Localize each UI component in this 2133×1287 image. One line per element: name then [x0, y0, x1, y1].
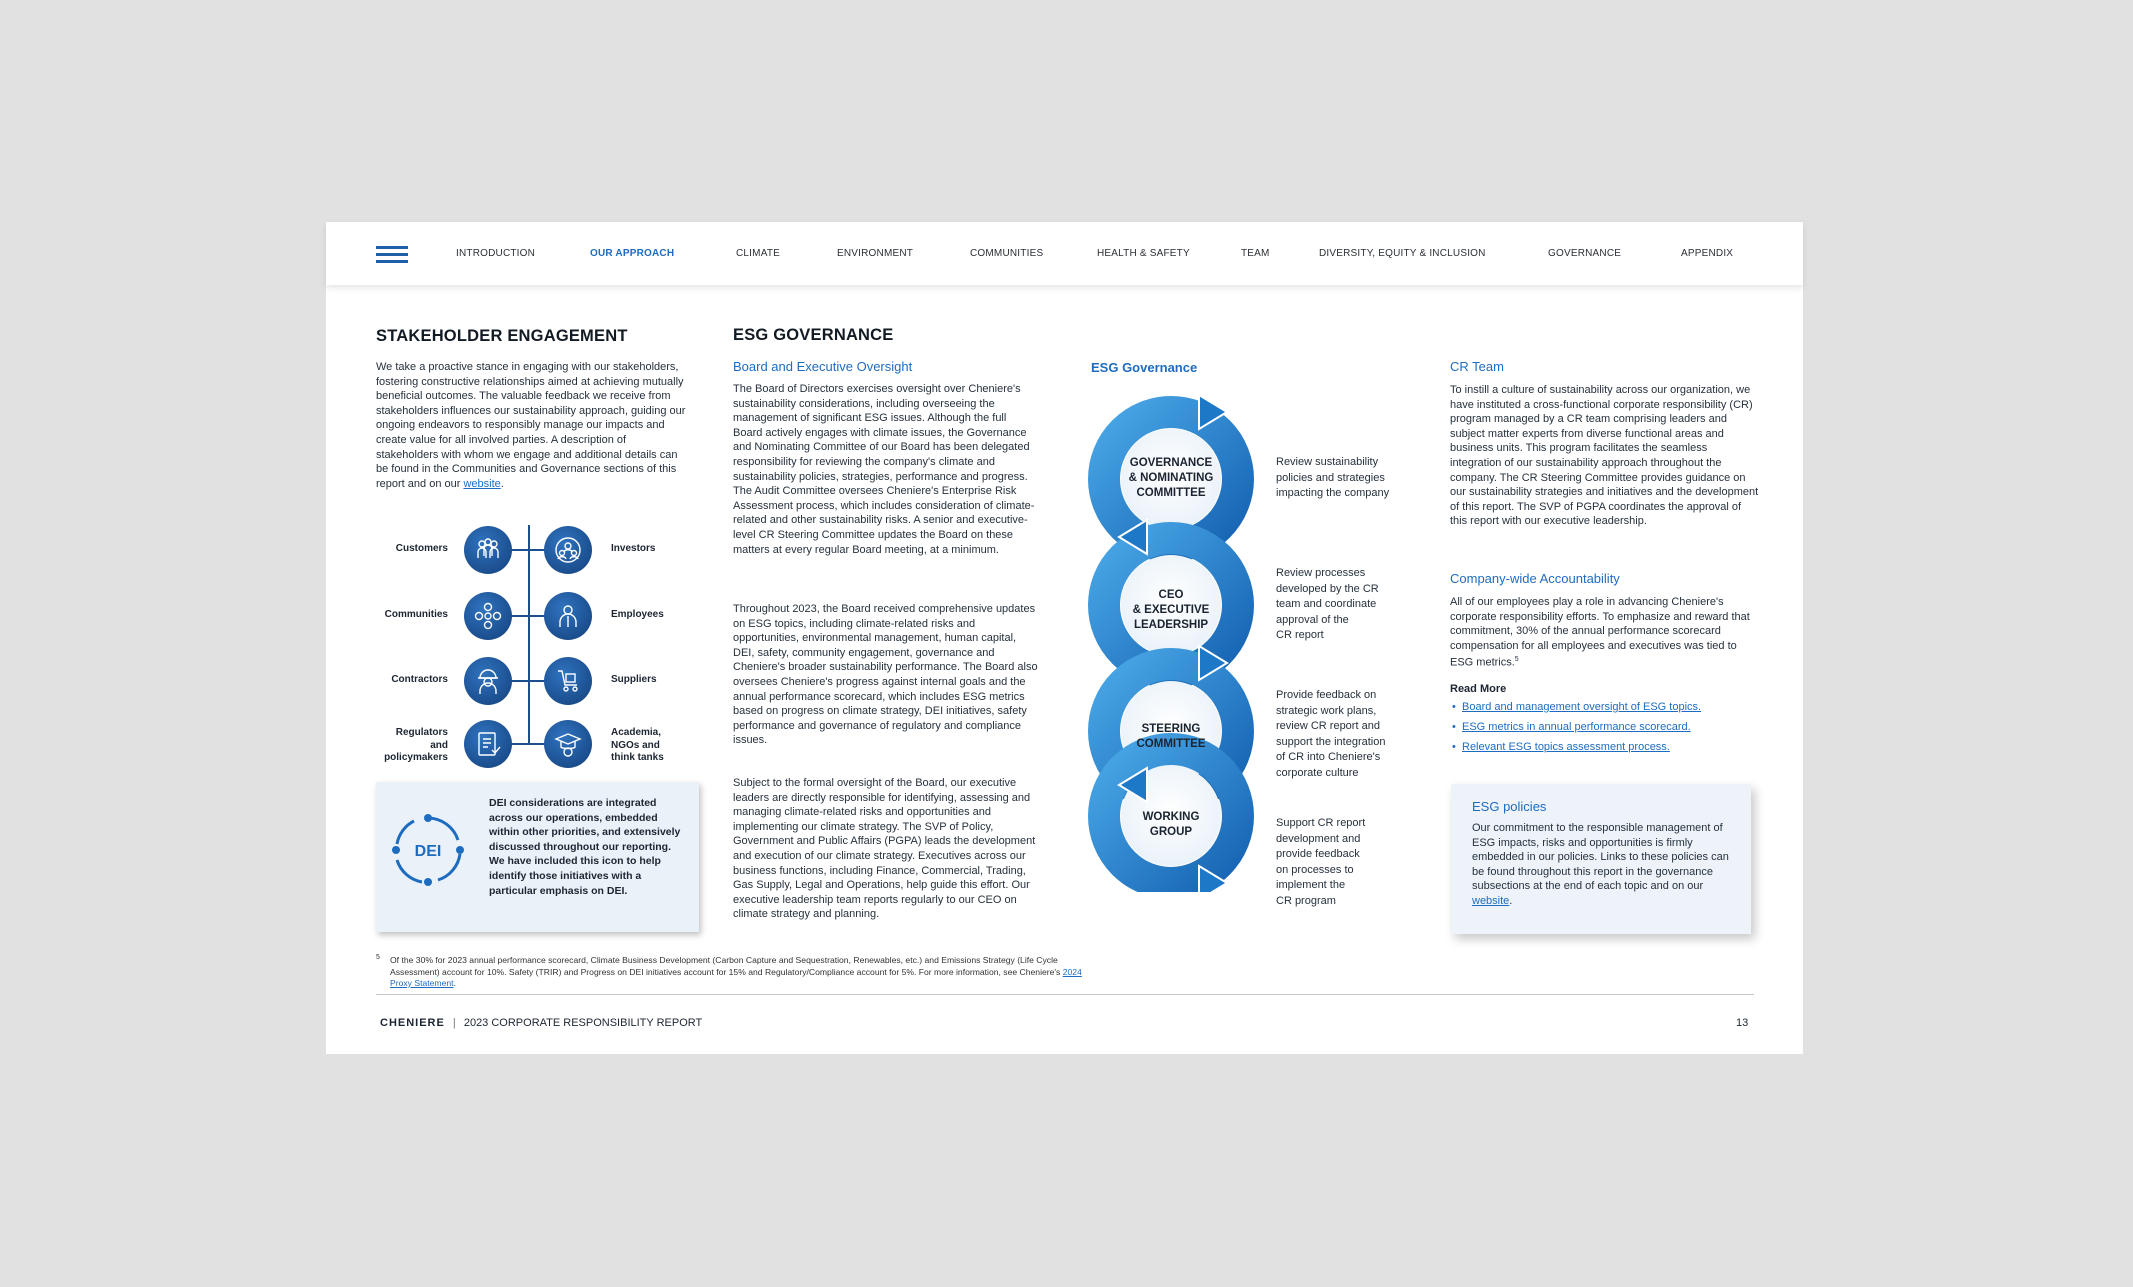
stakeholder-label-investors: Investors: [611, 543, 656, 554]
desc-line: on processes to: [1276, 863, 1354, 876]
loop-4-label-line: WORKING: [1142, 811, 1200, 823]
footer-divider: [376, 994, 1754, 995]
dei-callout: [376, 782, 699, 932]
desc-line: team and coordinate: [1276, 598, 1377, 610]
regulators-line: policymakers: [384, 752, 448, 763]
stakeholder-label-academia: [611, 727, 664, 765]
desc-line: of CR into Cheniere's: [1276, 751, 1381, 763]
stakeholder-label-suppliers: Suppliers: [611, 674, 657, 685]
desc-line: support the integration: [1276, 735, 1386, 748]
esg-policies-text: Our commitment to the responsible management of ESG impacts, risks and opportunities is firmly embedded in our policies. Links to these policies can be found throughout this report in the governance subsections at the end of each topic and on our: [1472, 822, 1729, 893]
footnote-text: Of the 30% for 2023 annual performance scorecard, Climate Business Development (Carbon Capture and Sequestration, Renewables, etc.) and Emissions Strategy (Life Cycle Assessment) account for 10%. Safety (TRIR) and Progress on DEI initiatives account for 15% and Regulatory/Compliance account for 5%. For more information, see Cheniere's: [390, 955, 1061, 977]
esg-policies-heading: ESG policies: [1472, 799, 1547, 814]
regulators-icon: [464, 720, 512, 768]
regulators-line: and: [430, 739, 448, 751]
policies-website-link[interactable]: website: [1472, 894, 1510, 907]
esg-governance-title: ESG GOVERNANCE: [733, 326, 894, 344]
desc-line: impacting the company: [1276, 487, 1390, 499]
customers-icon: [464, 526, 512, 574]
academia-line: NGOs and: [611, 739, 660, 751]
dei-icon-label: DEI: [414, 843, 442, 860]
nav-introduction[interactable]: INTRODUCTION: [456, 248, 536, 259]
loop-3-label-line: COMMITTEE: [1136, 738, 1206, 750]
cr-team-heading: CR Team: [1450, 359, 1504, 374]
esg-policies-callout: [1451, 784, 1751, 934]
stakeholder-label-regulators: [376, 727, 448, 765]
stakeholder-body: We take a proactive stance in engaging with our stakeholders, fostering constructive relationships aimed at achieving mutually beneficial outcomes. The valuable feedback we receive from stakeholders influences our sustainability approach, guiding our ongoing endeavors to responsibly manage our impacts and create value for all involved parties. A description of stakeholders with whom we engage and additional details can be found in the Communities and Governance sections of this report and on our website.: [376, 361, 686, 490]
stakeholder-label-customers: Customers: [395, 543, 448, 554]
stakeholder-website-link[interactable]: website: [463, 477, 501, 490]
link-topics-assessment[interactable]: Relevant ESG topics assessment process.: [1462, 741, 1670, 753]
report-title: 2023 CORPORATE RESPONSIBILITY REPORT: [463, 1017, 703, 1029]
link-board-oversight[interactable]: Board and management oversight of ESG topics.: [1462, 701, 1702, 713]
stakeholder-connector-vertical: [528, 525, 530, 743]
stakeholder-label-communities: Communities: [384, 609, 448, 620]
desc-line: corporate culture: [1276, 766, 1359, 779]
esg-policies-body: Our commitment to the responsible management of ESG impacts, risks and opportunities is firmly embedded in our policies. Links to these policies can be found throughout this report in the governance subsections at the end of each topic and on our website.: [1472, 822, 1729, 907]
desc-line: Review sustainability: [1276, 456, 1379, 468]
menu-icon[interactable]: [376, 246, 408, 263]
dei-callout-text: DEI considerations are integrated across our operations, embedded within other priorities, and extensively discussed throughout our reporting. We have included this icon to help identify those initiatives with a particular emphasis on DEI.: [489, 797, 681, 897]
read-more-heading: Read More: [1450, 683, 1507, 695]
esg-paragraph-2: Throughout 2023, the Board received comprehensive updates on ESG topics, including climate-related risks and opportunities, environmental management, human capital, DEI, safety, community engagement, governance and Cheniere's broader sustainability performance. The Board also oversees Cheniere's progress against internal goals and the annual performance scorecard, which includes ESG metrics based on progress on climate strategy, DEI initiatives, safety performance and governance of regulatory and compliance issues.: [733, 603, 1038, 747]
communities-icon: [464, 592, 512, 640]
loop-4-description: [1276, 816, 1365, 909]
accountability-heading: Company-wide Accountability: [1450, 571, 1620, 586]
loop-1-description: [1276, 455, 1389, 502]
employees-icon: [544, 592, 592, 640]
loop-3-label-line: STEERING: [1141, 723, 1201, 735]
stakeholder-title: STAKEHOLDER ENGAGEMENT: [376, 327, 628, 345]
cr-team-body: To instill a culture of sustainability across our organization, we have instituted a cross-functional corporate responsibility (CR) program managed by a CR team comprising leaders and subject matter experts from diverse functional areas and business units. This program facilitates the seamless integration of our sustainability approach throughout the company. The CR Steering Committee provides guidance on our sustainability strategies and initiatives and the development of this report. The SVP of PGPA coordinates the approval of this report with our executive leadership.: [1450, 384, 1759, 528]
nav-our-approach[interactable]: OUR APPROACH: [590, 248, 675, 259]
desc-line: CR program: [1276, 894, 1336, 907]
desc-line: approval of the: [1276, 613, 1349, 626]
academia-line: Academia,: [611, 727, 662, 738]
loop-2-label-line: CEO: [1158, 589, 1184, 601]
desc-line: CR report: [1276, 629, 1324, 641]
loop-2-label-line: LEADERSHIP: [1133, 619, 1209, 631]
loop-2-description: [1276, 566, 1379, 644]
loop-1-label-line: GOVERNANCE: [1129, 457, 1213, 469]
stakeholder-body-text: We take a proactive stance in engaging with our stakeholders, fostering constructive relationships aimed at achieving mutually beneficial outcomes. The valuable feedback we receive from stakeholders influences our sustainability approach, guiding our ongoing endeavors to responsibly manage our impacts and create value for all involved parties. A description of stakeholders with whom we engage and additional details can be found in the Communities and Governance sections of this report and on our: [376, 361, 686, 490]
board-oversight-heading: Board and Executive Oversight: [733, 359, 913, 374]
academia-icon: [544, 720, 592, 768]
suppliers-icon: [544, 657, 592, 705]
nav-dei[interactable]: DIVERSITY, EQUITY & INCLUSION: [1319, 248, 1486, 259]
page-number: 13: [1736, 1017, 1749, 1029]
bullet: •: [1452, 721, 1456, 733]
desc-line: implement the: [1276, 879, 1346, 891]
stakeholder-label-employees: Employees: [611, 609, 664, 620]
loop-2-label-line: & EXECUTIVE: [1132, 604, 1210, 616]
loop-3-description: [1276, 688, 1385, 781]
esg-governance-diagram: [1081, 392, 1266, 892]
report-page: [326, 222, 1803, 1054]
esg-paragraph-3: Subject to the formal oversight of the Board, our executive leaders are directly responsible for identifying, assessing and managing climate-related risks and opportunities and implementing our climate strategy. The SVP of Policy, Government and Public Affairs (PGPA) leads the development and execution of our climate strategy. Executives across our business functions, including Finance, Commercial, Trading, Gas Supply, Legal and Operations, help guide this effort. Our executive leadership team reports regularly to our CEO on climate strategy and planning.: [733, 777, 1036, 921]
academia-line: think tanks: [611, 752, 664, 763]
footer-separator: |: [452, 1017, 456, 1029]
bullet: •: [1452, 741, 1456, 753]
link-esg-metrics[interactable]: ESG metrics in annual performance scorecard.: [1462, 721, 1691, 733]
investors-icon: [544, 526, 592, 574]
desc-line: Review processes: [1276, 567, 1366, 579]
footnote: Of the 30% for 2023 annual performance scorecard, Climate Business Development (Carbon Capture and Sequestration, Renewables, etc.) and Emissions Strategy (Life Cycle Assessment) account for 10%. Safety (TRIR) and Progress on DEI initiatives account for 15% and Regulatory/Compliance account for 5%. For more information, see Cheniere's 2024 Proxy Statement.: [390, 955, 1082, 988]
nav-team[interactable]: TEAM: [1241, 248, 1270, 259]
nav-health-safety[interactable]: HEALTH & SAFETY: [1097, 248, 1190, 259]
dei-icon: [388, 810, 468, 890]
nav-appendix[interactable]: APPENDIX: [1681, 248, 1734, 259]
desc-line: policies and strategies: [1276, 471, 1385, 484]
loop-1-label-line: COMMITTEE: [1136, 487, 1206, 499]
bullet: •: [1452, 701, 1456, 713]
stakeholder-label-contractors: Contractors: [391, 674, 448, 685]
proxy-statement-link[interactable]: 2024 Proxy Statement: [390, 966, 1082, 988]
desc-line: provide feedback: [1276, 848, 1360, 860]
brand-name: CHENIERE: [380, 1017, 445, 1029]
loop-1-label-line: & NOMINATING: [1128, 472, 1214, 484]
nav-communities[interactable]: COMMUNITIES: [970, 248, 1044, 259]
desc-line: development and: [1276, 832, 1361, 845]
esg-paragraph-1: The Board of Directors exercises oversight over Cheniere's sustainability considerations, including overseeing the management of significant ESG issues. Although the full Board actively engages with climate issues, the Governance and Nominating Committee of our Board has been delegated responsibility for reviewing the company's climate and sustainability policies, strategies, performance and progress. The Audit Committee oversees Cheniere's Enterprise Risk Assessment process, which includes consideration of climate-related and other sustainability risks. A senior and executive-level CR Steering Committee updates the Board on these matters at every regular Board meeting, at a minimum.: [733, 383, 1035, 556]
loop-4-label-line: GROUP: [1149, 826, 1193, 838]
diagram-title: ESG Governance: [1091, 360, 1198, 375]
accountability-body: [1450, 595, 1760, 671]
desc-line: strategic work plans,: [1276, 704, 1377, 717]
regulators-line: Regulators: [395, 727, 448, 738]
nav-climate[interactable]: CLIMATE: [736, 248, 780, 259]
desc-line: Support CR report: [1276, 817, 1366, 829]
desc-line: Provide feedback on: [1276, 689, 1377, 701]
accountability-text: All of our employees play a role in advancing Cheniere's corporate responsibility efforts. To emphasize and reward that commitment, 30% of the annual performance scorecard compensation for all employees and executives was tied to ESG metrics.: [1450, 596, 1750, 670]
contractors-icon: [464, 657, 512, 705]
nav-governance[interactable]: GOVERNANCE: [1548, 248, 1622, 259]
footer-brand: [380, 1017, 702, 1029]
desc-line: review CR report and: [1276, 720, 1380, 732]
nav-environment[interactable]: ENVIRONMENT: [837, 248, 914, 259]
footnote-reference: 5: [1514, 656, 1519, 664]
desc-line: developed by the CR: [1276, 582, 1379, 595]
footnote-mark: 5: [376, 954, 380, 961]
top-navigation: [326, 222, 1803, 285]
